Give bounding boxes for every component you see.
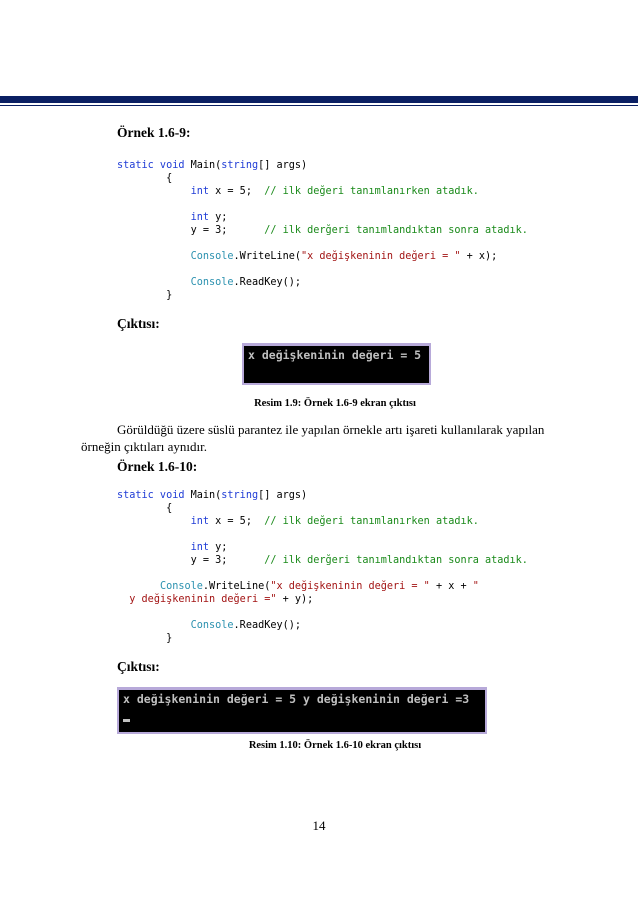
code-token: " <box>472 581 479 592</box>
code-token: "x değişkeninin değeri = " <box>270 581 430 592</box>
code-token: // ilk değeri tanımlanırken atadık. <box>264 516 479 527</box>
example-heading: Örnek 1.6-9: <box>117 125 191 140</box>
code-token: + x + <box>429 581 473 592</box>
code-block <box>117 489 528 645</box>
header-bar <box>0 96 638 103</box>
code-token: Console <box>190 277 234 288</box>
code-line <box>117 489 528 502</box>
code-line <box>117 502 528 515</box>
figure-caption: Resim 1.10: Örnek 1.6-10 ekran çıktısı <box>248 740 422 751</box>
code-token <box>117 620 191 631</box>
code-token <box>117 277 191 288</box>
code-token: [] args) <box>258 490 308 501</box>
code-token: int <box>190 516 210 527</box>
code-token: .ReadKey(); <box>233 620 302 631</box>
console-line: x değişkeninin değeri = 5 y değişkeninin değeri =3 <box>123 692 470 706</box>
code-line <box>117 211 528 224</box>
example-heading: Örnek 1.6-10: <box>117 459 198 474</box>
code-token: static void <box>117 490 185 501</box>
code-token: Console <box>190 251 234 262</box>
code-token: y = 3; <box>117 225 265 236</box>
code-token: int <box>190 186 210 197</box>
code-line <box>117 159 528 172</box>
console-cursor <box>123 711 481 725</box>
code-token: Main( <box>184 490 222 501</box>
code-token: // ilk değeri tanımlanırken atadık. <box>264 186 479 197</box>
code-block <box>117 159 528 302</box>
code-token: + x); <box>460 251 498 262</box>
code-token: y = 3; <box>117 555 265 566</box>
code-line <box>117 541 528 554</box>
code-line <box>117 515 528 528</box>
page-number: 14 <box>312 818 326 833</box>
code-token: .ReadKey(); <box>233 277 302 288</box>
code-token <box>117 186 191 197</box>
code-line <box>117 172 528 185</box>
code-token: .WriteLine( <box>202 581 271 592</box>
code-token <box>117 542 191 553</box>
code-line <box>117 237 528 250</box>
code-line <box>117 198 528 211</box>
code-line <box>117 632 528 645</box>
code-line <box>117 619 528 632</box>
code-token: string <box>221 160 259 171</box>
code-line <box>117 528 528 541</box>
output-label: Çıktısı: <box>117 316 160 331</box>
code-line <box>117 185 528 198</box>
code-token: // ilk derğeri tanımlandıktan sonra atadık. <box>264 555 528 566</box>
code-token <box>117 581 160 592</box>
code-token: int <box>190 542 210 553</box>
console-window <box>242 343 431 385</box>
code-token <box>117 516 191 527</box>
paragraph-line: örneğin çıktıları aynıdır. <box>81 439 207 454</box>
code-token: + y); <box>276 594 314 605</box>
code-token: // ilk derğeri tanımlandıktan sonra atadık. <box>264 225 528 236</box>
code-line <box>117 554 528 567</box>
code-token: .WriteLine( <box>233 251 302 262</box>
code-token: "x değişkeninin değeri = " <box>301 251 461 262</box>
code-line <box>117 580 528 593</box>
code-line <box>117 567 528 580</box>
code-token: x = 5; <box>209 516 265 527</box>
code-token: Main( <box>184 160 222 171</box>
code-line <box>117 289 528 302</box>
header-rule <box>0 105 638 106</box>
code-token: y değişkeninin değeri =" <box>129 594 277 605</box>
code-line <box>117 263 528 276</box>
code-line <box>117 250 528 263</box>
code-line <box>117 276 528 289</box>
code-token: } <box>117 633 173 644</box>
code-token: y; <box>209 212 228 223</box>
code-token: Console <box>159 581 203 592</box>
code-line <box>117 606 528 619</box>
code-token: int <box>190 212 210 223</box>
paragraph-line: Görüldüğü üzere süslü parantez ile yapılan örnekle artı işareti kullanılarak yapılan <box>117 422 545 437</box>
code-token: } <box>117 290 173 301</box>
figure-caption: Resim 1.9: Örnek 1.6-9 ekran çıktısı <box>254 398 416 409</box>
code-token <box>117 212 191 223</box>
code-token: y; <box>209 542 228 553</box>
console-line: x değişkeninin değeri = 5 <box>248 348 422 362</box>
code-token: Console <box>190 620 234 631</box>
code-line <box>117 593 528 606</box>
code-token: { <box>117 173 173 184</box>
code-token: string <box>221 490 259 501</box>
code-token: x = 5; <box>209 186 265 197</box>
code-line <box>117 224 528 237</box>
code-token: { <box>117 503 173 514</box>
output-label: Çıktısı: <box>117 659 160 674</box>
code-token <box>117 251 191 262</box>
console-window <box>117 687 487 734</box>
code-token: [] args) <box>258 160 308 171</box>
code-token <box>117 594 129 605</box>
code-token: static void <box>117 160 185 171</box>
